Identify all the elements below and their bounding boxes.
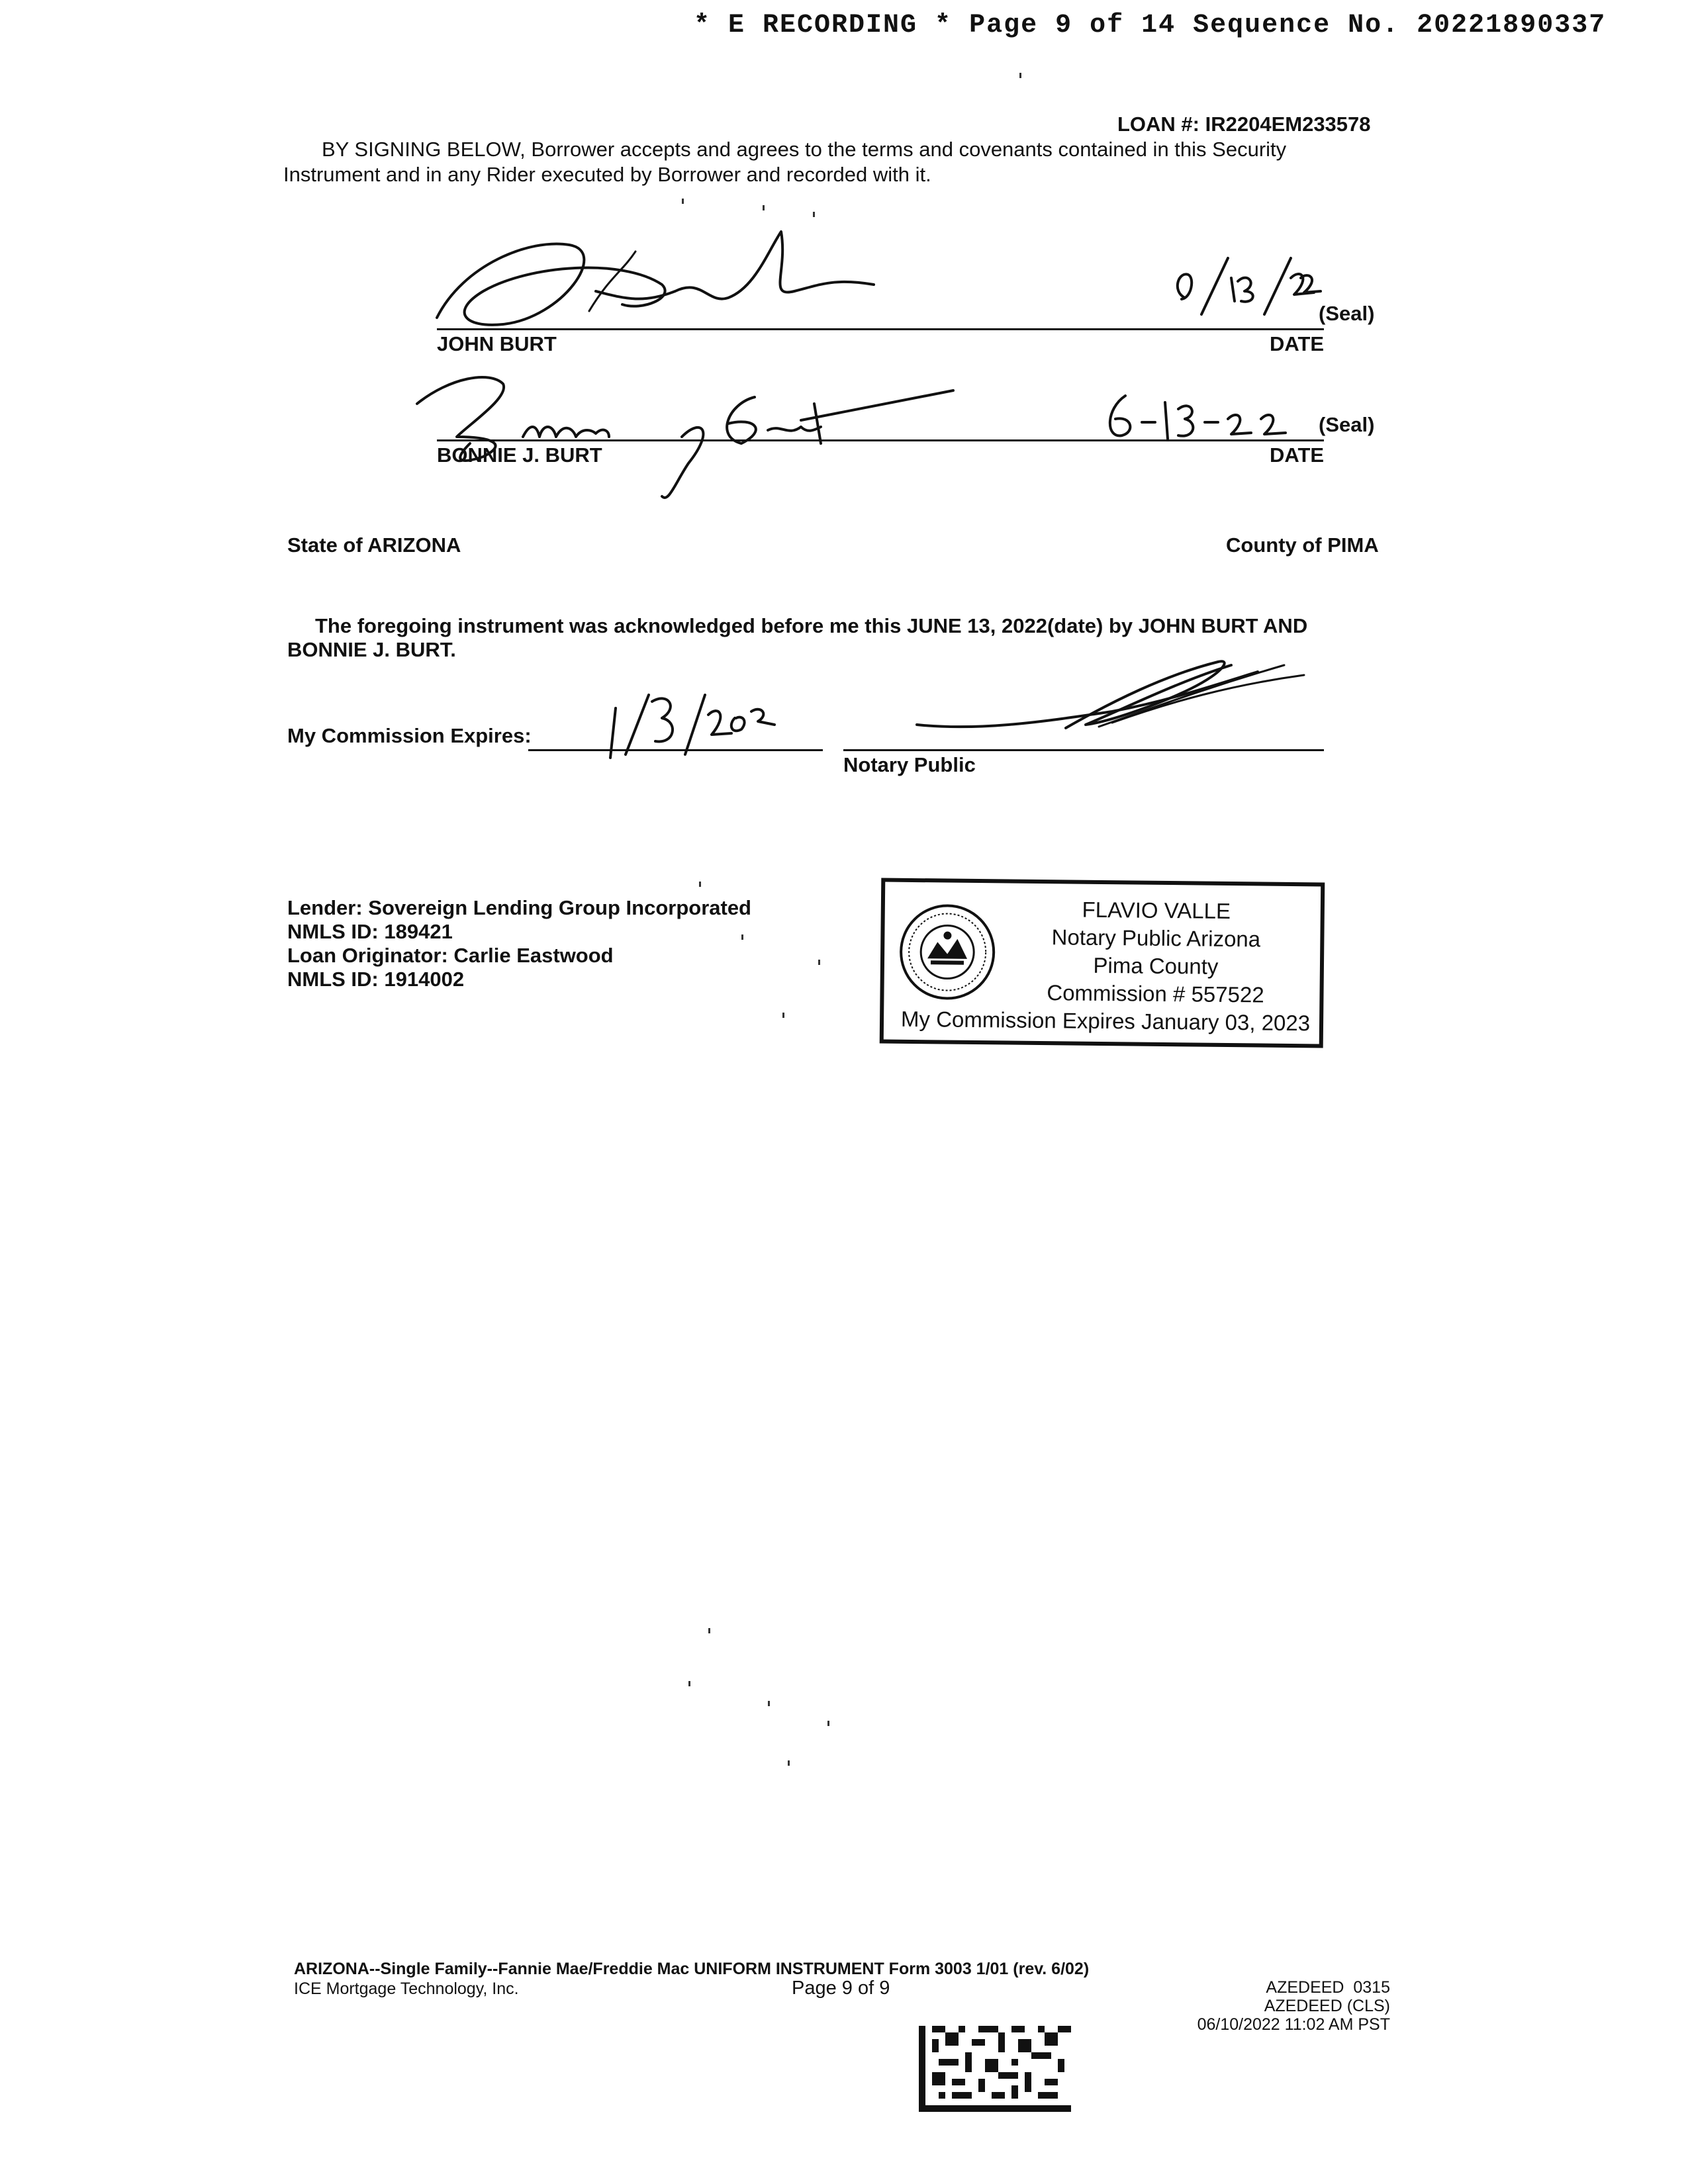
date-label-bonnie: DATE — [1270, 443, 1325, 467]
stamp-notary-title: Notary Public Arizona — [1051, 925, 1261, 952]
footer-company: ICE Mortgage Technology, Inc. — [294, 1979, 519, 1998]
lender-name: Lender: Sovereign Lending Group Incorporated — [287, 896, 751, 919]
loan-number: LOAN #: IR2204EM233578 — [1117, 113, 1371, 136]
stamp-notary-name: FLAVIO VALLE — [1082, 897, 1231, 924]
commission-expires-label: My Commission Expires: — [287, 724, 532, 747]
seal-label-john: (Seal) — [1319, 302, 1375, 325]
recording-header: * E RECORDING * Page 9 of 14 Sequence No. 20221890337 — [694, 11, 1607, 40]
signature-line-john — [437, 328, 1324, 330]
notary-signature — [914, 649, 1311, 741]
originator-nmls: NMLS ID: 1914002 — [287, 968, 465, 991]
stamp-county: Pima County — [1093, 952, 1219, 979]
borrower-name-john: JOHN BURT — [437, 332, 557, 355]
date-label-john: DATE — [1270, 332, 1325, 355]
footer-code-1: AZEDEED 0315 — [1266, 1978, 1390, 1997]
acknowledgment-line-1: The foregoing instrument was acknowledged before me this JUNE 13, 2022(date) by JOHN BURT AND — [315, 614, 1308, 637]
notary-stamp — [880, 878, 1325, 1048]
acknowledgment-line-2: BONNIE J. BURT. — [287, 638, 456, 661]
footer-timestamp: 06/10/2022 11:02 AM PST — [1197, 2015, 1390, 2034]
seal-label-bonnie: (Seal) — [1319, 413, 1375, 436]
stamp-commission: Commission # 557522 — [1047, 980, 1264, 1007]
notary-signature-line — [843, 749, 1324, 751]
signature-bonnie-burt — [410, 364, 953, 503]
state-seal-icon — [897, 902, 998, 1003]
intro-line-2: Instrument and in any Rider executed by Borrower and recorded with it. — [283, 163, 931, 186]
county-label: County of PIMA — [1226, 533, 1379, 557]
borrower-name-bonnie: BONNIE J. BURT — [437, 443, 602, 467]
handwritten-date-bonnie — [1099, 383, 1297, 449]
stamp-expires: My Commission Expires January 03, 2023 — [900, 1006, 1311, 1036]
commission-date-line — [528, 749, 823, 751]
barcode-icon — [919, 2025, 1071, 2113]
footer-form-line: ARIZONA--Single Family--Fannie Mae/Freddie Mac UNIFORM INSTRUMENT Form 3003 1/01 (rev. 6/02) — [294, 1960, 1090, 1978]
intro-line-1: BY SIGNING BELOW, Borrower accepts and agrees to the terms and covenants contained in this Security — [322, 138, 1287, 161]
state-label: State of ARIZONA — [287, 533, 461, 557]
lender-nmls: NMLS ID: 189421 — [287, 920, 453, 943]
signature-line-bonnie — [437, 439, 1324, 441]
footer-code-2: AZEDEED (CLS) — [1264, 1997, 1390, 2015]
footer-page-number: Page 9 of 9 — [792, 1978, 890, 1999]
handwritten-date-john — [1165, 251, 1324, 324]
notary-public-label: Notary Public — [843, 753, 976, 776]
loan-originator: Loan Originator: Carlie Eastwood — [287, 944, 614, 967]
signature-john-burt — [424, 212, 887, 344]
